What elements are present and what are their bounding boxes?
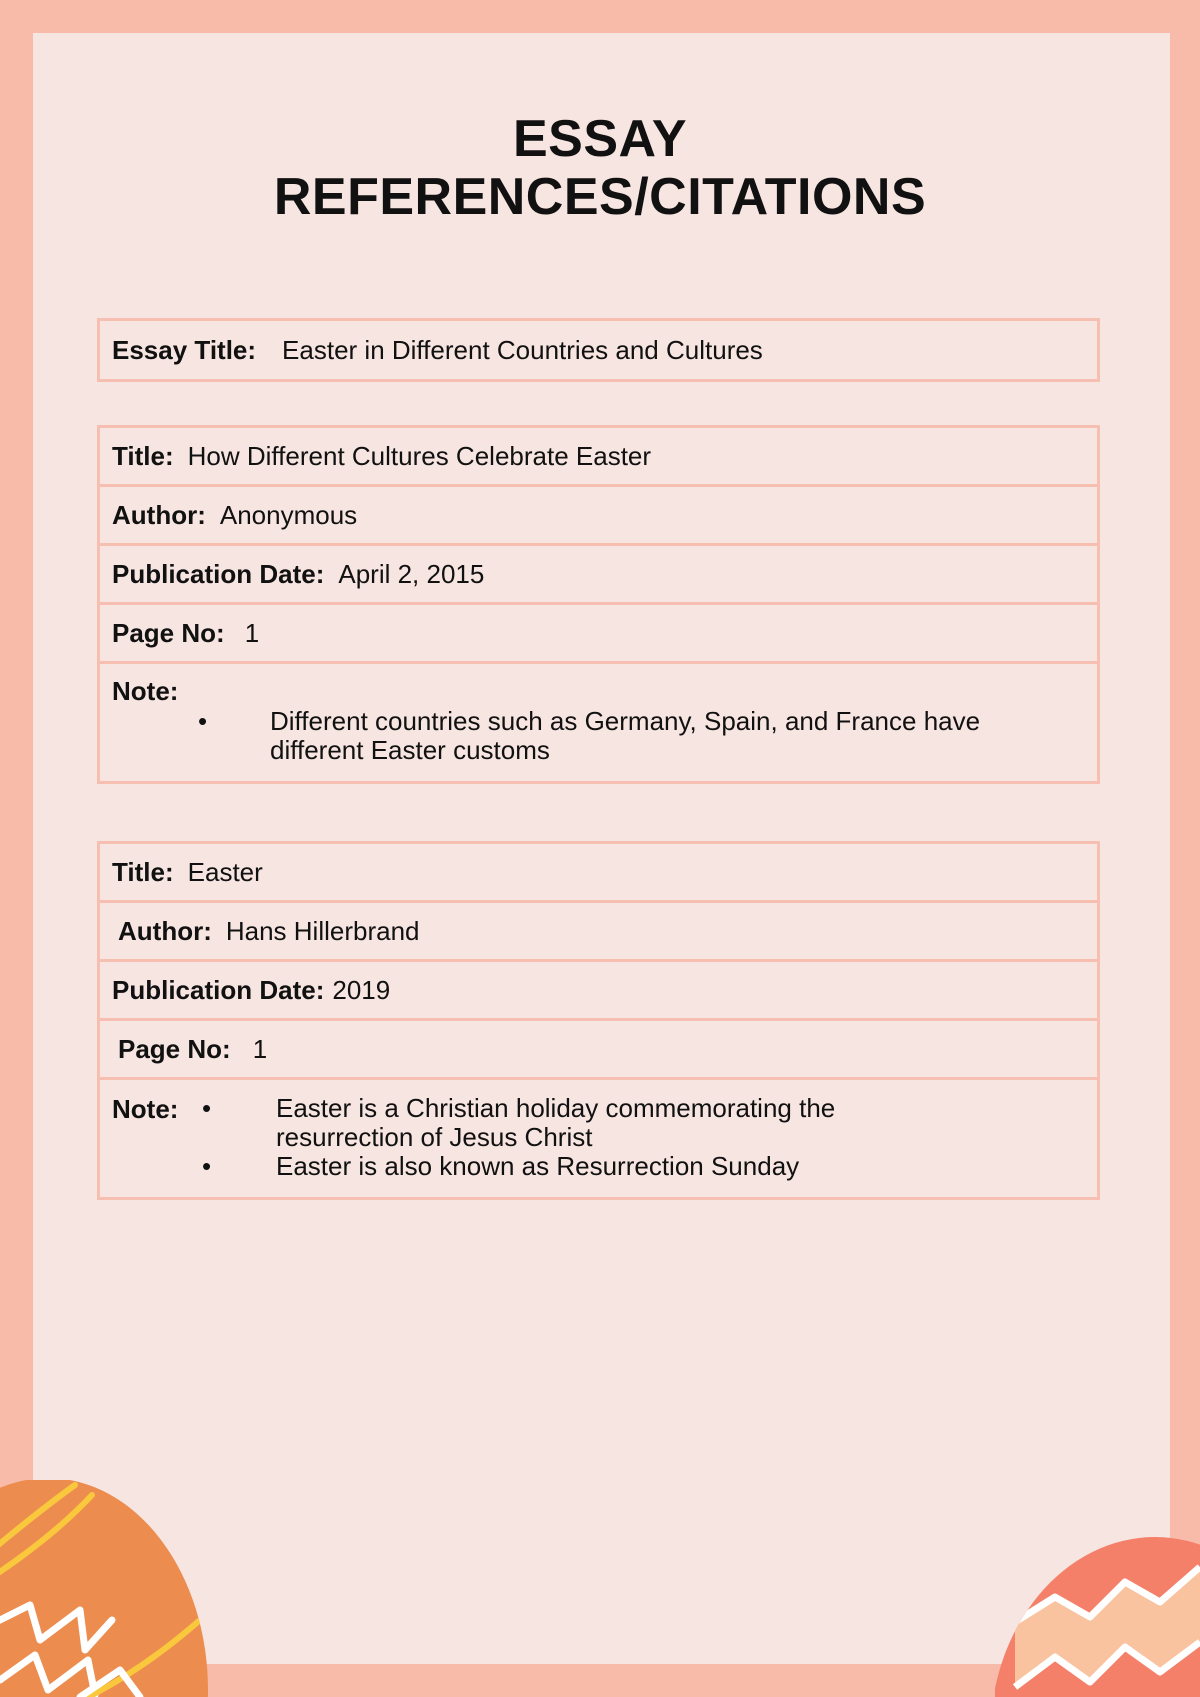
reference-card-1: [97, 425, 1100, 784]
ref2-date-label: Publication Date:: [112, 974, 325, 1005]
bullet-icon: •: [202, 1093, 212, 1123]
essay-title-box: [97, 318, 1100, 382]
ref2-page-row: [100, 1021, 1097, 1080]
essay-title-value: Easter in Different Countries and Cultures: [282, 334, 763, 365]
ref1-page-value: 1: [244, 617, 260, 648]
page-title: [0, 110, 1200, 226]
ref1-title-label: Title:: [112, 440, 174, 471]
ref1-page-row: [100, 605, 1097, 664]
ref1-note-label: Note:: [112, 676, 179, 706]
reference-card-2: [97, 841, 1100, 1200]
ref2-title-row: [100, 844, 1097, 903]
ref2-date-row: [100, 962, 1097, 1021]
ref2-author-label: Author:: [118, 915, 212, 946]
ref2-date-value: 2019: [332, 974, 391, 1005]
ref2-page-value: 1: [252, 1033, 268, 1064]
ref2-author-row: [100, 903, 1097, 962]
ref1-author-row: [100, 487, 1097, 546]
ref2-note-row: [100, 1080, 1097, 1198]
page-title-line2: REFERENCES/CITATIONS: [273, 168, 927, 226]
essay-title-label: Essay Title:: [112, 334, 257, 365]
ref2-note-item-2: Easter is also known as Resurrection Sunday: [276, 1151, 800, 1181]
ref2-title-label: Title:: [112, 856, 174, 887]
ref2-note-item-1: Easter is a Christian holiday commemorating the resurrection of Jesus Christ: [276, 1093, 836, 1152]
easter-egg-icon: [995, 1522, 1200, 1697]
page-title-line1: ESSAY: [512, 110, 687, 168]
ref1-title-value: How Different Cultures Celebrate Easter: [187, 440, 652, 471]
ref1-page-label: Page No:: [112, 617, 225, 648]
ref2-note-label: Note:: [112, 1094, 179, 1124]
bullet-icon: •: [202, 1151, 212, 1181]
ref1-title-row: [100, 428, 1097, 487]
ref1-note-item: Different countries such as Germany, Spain, and France have different Easter customs: [270, 706, 981, 765]
ref2-author-value: Hans Hillerbrand: [225, 915, 420, 946]
ref2-title-value: Easter: [187, 856, 263, 887]
ref1-date-value: April 2, 2015: [338, 558, 485, 589]
ref1-note-row: [100, 664, 1097, 782]
easter-egg-icon: [0, 1480, 215, 1697]
ref1-date-row: [100, 546, 1097, 605]
bullet-icon: •: [198, 706, 208, 736]
ref1-author-value: Anonymous: [219, 499, 358, 530]
ref1-author-label: Author:: [112, 499, 206, 530]
ref1-date-label: Publication Date:: [112, 558, 325, 589]
ref2-page-label: Page No:: [118, 1033, 231, 1064]
